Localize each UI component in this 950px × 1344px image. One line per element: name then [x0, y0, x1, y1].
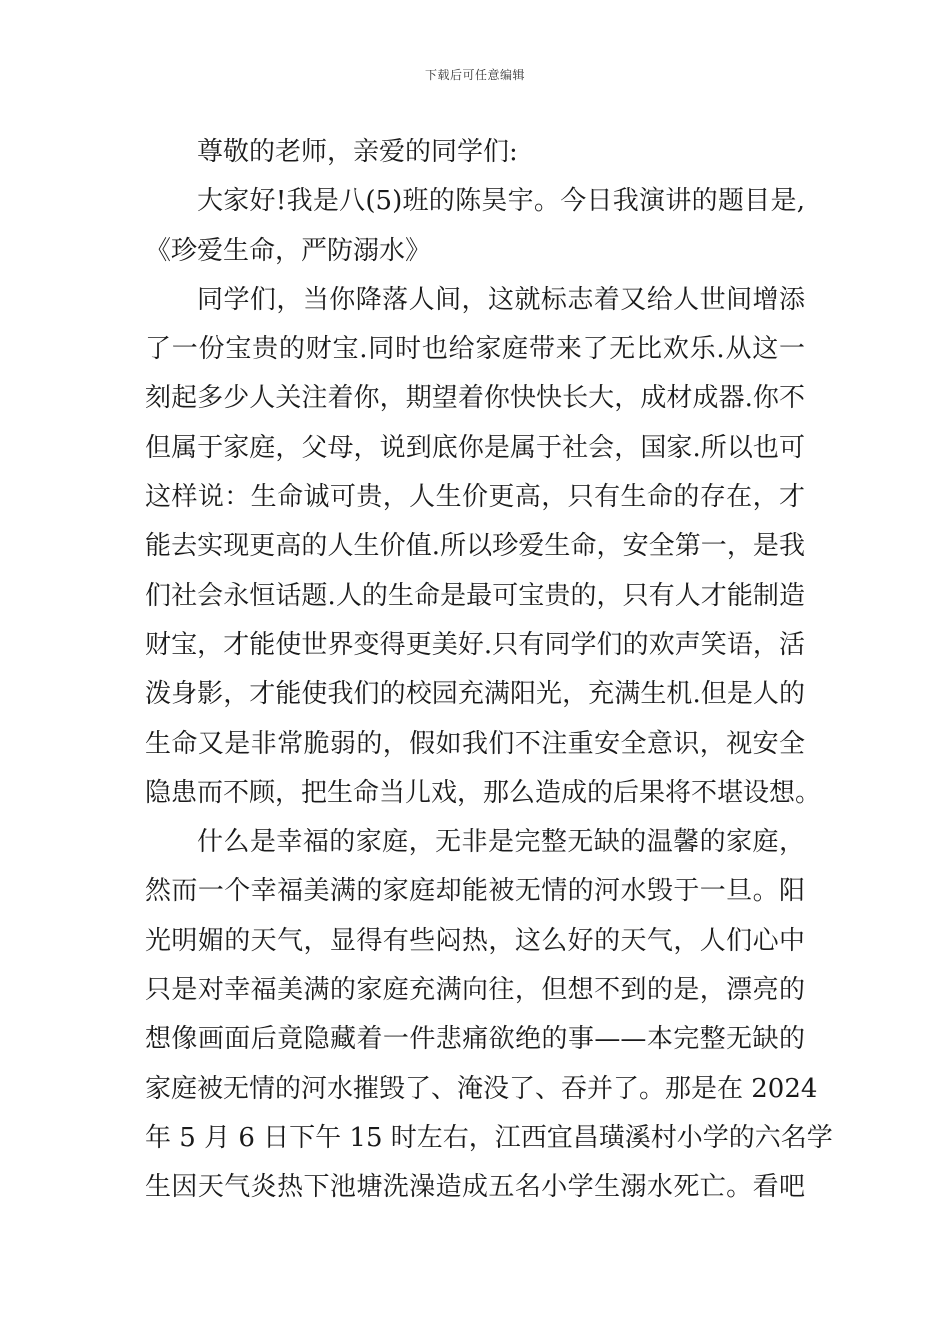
text-line: 尊敬的老师，亲爱的同学们: — [197, 137, 518, 167]
text-line: 们社会永恒话题.人的生命是最可宝贵的，只有人才能制造 — [145, 580, 805, 611]
header-note: 下载后可任意编辑 — [424, 68, 525, 82]
text-line: 但属于家庭，父母，说到底你是属于社会，国家.所以也可 — [145, 432, 805, 463]
text-line: 生命又是非常脆弱的，假如我们不注重安全意识，视安全 — [145, 728, 805, 759]
text-line: 《珍爱生命，严防溺水》 — [145, 235, 432, 266]
text-line: 只是对幸福美满的家庭充满向往，但想不到的是，漂亮的 — [145, 975, 805, 1006]
text-line: 刻起多少人关注着你，期望着你快快长大，成材成器.你不 — [145, 383, 805, 414]
text-line: 生因天气炎热下池塘洗澡造成五名小学生溺水死亡。看吧 — [145, 1172, 805, 1203]
text-line: 年 5 月 6 日下午 15 时左右，江西宜昌璜溪村小学的六名学 — [145, 1122, 833, 1153]
document-body — [145, 128, 833, 1213]
text-line: 什么是幸福的家庭，无非是完整无缺的温馨的家庭， — [197, 827, 805, 858]
text-line: 能去实现更高的人生价值.所以珍爱生命，安全第一，是我 — [145, 531, 805, 562]
text-line: 隐患而不顾，把生命当儿戏，那么造成的后果将不堪设想。 — [145, 777, 822, 808]
text-line: 大家好!我是八(5)班的陈昊宇。今日我演讲的题目是, — [197, 186, 805, 217]
text-line: 然而一个幸福美满的家庭却能被无情的河水毁于一旦。阳 — [145, 876, 805, 907]
text-line: 财宝，才能使世界变得更美好.只有同学们的欢声笑语，活 — [145, 629, 805, 660]
text-line: 这样说：生命诚可贵，人生价更高，只有生命的存在，才 — [145, 482, 805, 513]
text-line: 泼身影，才能使我们的校园充满阳光，充满生机.但是人的 — [145, 679, 805, 710]
text-line: 了一份宝贵的财宝.同时也给家庭带来了无比欢乐.从这一 — [145, 334, 805, 365]
text-line: 家庭被无情的河水摧毁了、淹没了、吞并了。那是在 2024 — [145, 1073, 818, 1104]
text-line: 光明媚的天气，显得有些闷热，这么好的天气，人们心中 — [145, 925, 805, 956]
text-line: 同学们，当你降落人间，这就标志着又给人世间增添 — [197, 284, 805, 315]
text-line: 想像画面后竟隐藏着一件悲痛欲绝的事——本完整无缺的 — [145, 1024, 805, 1055]
